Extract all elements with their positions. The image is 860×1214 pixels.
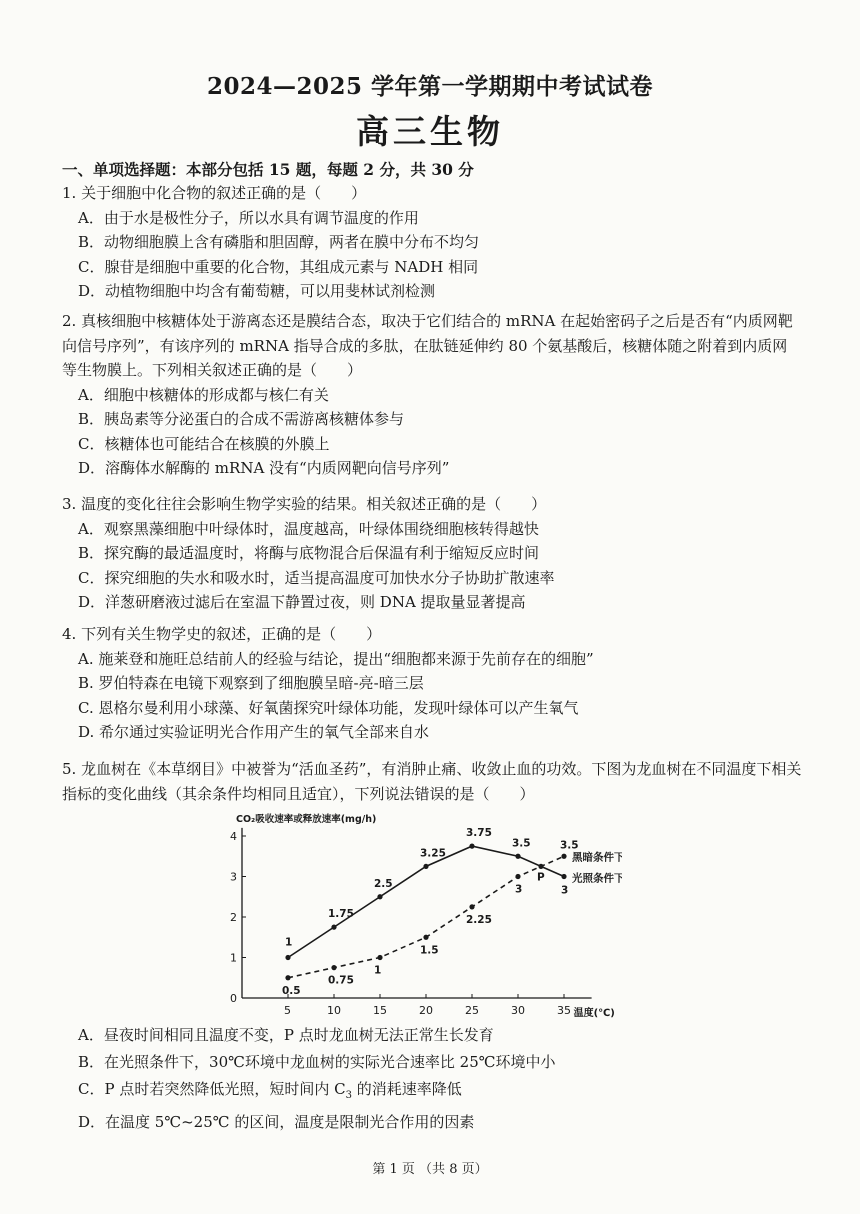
x-tick-label: 35 [557,1004,571,1017]
option-d: D. 希尔通过实验证明光合作用产生的氧气全部来自水 [78,723,430,741]
option-a: A．观察黑藻细胞中叶绿体时，温度越高，叶绿体围绕细胞核转得越快 [78,519,539,538]
x-axis-label: 温度(℃) [573,1008,615,1019]
option-b: B. 罗伯特森在电镜下观察到了细胞膜呈暗-亮-暗三层 [78,674,424,692]
data-label: 2.25 [466,913,492,926]
data-label: 3 [561,884,569,897]
data-label: 1 [374,964,382,977]
data-label: 0.75 [328,974,354,987]
option-c: C．核糖体也可能结合在核膜的外膜上 [78,434,330,453]
option-b: B．探究酶的最适温度时，将酶与底物混合后保温有利于缩短反应时间 [78,544,540,562]
option-a: A．昼夜时间相同且温度不变，P 点时龙血树无法正常生长发育 [78,1026,494,1044]
data-point [423,864,428,869]
question-stem: 1. 关于细胞中化合物的叙述正确的是（ ） [62,184,367,202]
x-tick-label: 5 [284,1004,291,1017]
data-point [423,935,428,940]
option-b: B．胰岛素等分泌蛋白的合成不需游离核糖体参与 [78,410,405,428]
option-a: A. 施莱登和施旺总结前人的经验与结论，提出“细胞都来源于先前存在的细胞” [78,649,594,668]
x-tick-label: 15 [373,1004,387,1017]
series-line-light [288,846,564,957]
data-point [285,975,290,980]
data-label: 2.5 [374,877,393,890]
option-d: D．洋葱研磨液过滤后在室温下静置过夜，则 DNA 提取量显著提高 [78,593,526,611]
question-3 [62,492,802,615]
data-point [515,874,520,879]
y-tick-label: 1 [230,951,237,965]
x-tick-label: 30 [511,1004,525,1017]
option-c-subscript: 3 [345,1090,352,1101]
data-label: 3.25 [420,847,446,860]
data-point [469,904,474,909]
page-footer: 第 1 页 （共 8 页） [372,1162,488,1177]
data-point [377,955,382,960]
option-c [78,1076,556,1109]
intersection-point [538,864,543,869]
data-point [331,925,336,930]
question-5-options [78,1022,556,1136]
series-label: 光照条件下 [572,872,622,885]
option-d: D．在温度 5℃~25℃ 的区间，温度是限制光合作用的因素 [78,1113,475,1131]
subject-title: 高三生物 [356,112,504,151]
x-tick-label: 25 [465,1004,479,1017]
data-point [561,874,566,879]
y-tick-label: 4 [230,830,237,843]
question-4 [62,622,802,745]
data-label: 3.5 [512,837,531,850]
temperature-rate-chart [222,808,622,1024]
chart-svg [222,808,622,1024]
intersection-label: P [537,871,545,884]
option-d: D．溶酶体水解酶的 mRNA 没有“内质网靶向信号序列” [78,459,450,477]
data-label: 0.5 [282,984,301,997]
option-c-text: C．P 点时若突然降低光照，短时间内 C [78,1080,346,1098]
option-b: B．在光照条件下，30℃环境中龙血树的实际光合速率比 25℃环境中小 [78,1053,556,1071]
question-stem: 3. 温度的变化往往会影响生物学实验的结果。相关叙述正确的是（ ） [62,495,547,513]
series-label: 黑暗条件下 [572,851,622,864]
data-label: 1.5 [420,944,439,957]
option-d: D．动植物细胞中均含有葡萄糖，可以用斐林试剂检测 [78,282,436,300]
data-point [469,844,474,849]
data-point [377,894,382,899]
x-tick-label: 20 [419,1004,433,1017]
data-label: 3 [515,883,523,896]
data-label: 1.75 [328,908,354,921]
y-tick-label: 2 [230,911,237,924]
data-point [331,965,336,970]
y-axis-label: CO₂吸收速率或释放速率(mg/h) [236,814,377,825]
question-5 [62,757,802,806]
data-label: 3.75 [466,827,492,840]
question-stem: 5. 龙血树在《本草纲目》中被誉为“活血圣药”，有消肿止痛、收敛止血的功效。下图为龙血树在不同温度下相关指标的变化曲线（其余条件均相同且适宜），下列说法错误的是（ ） [62,760,802,803]
data-label: 3.5 [560,839,579,852]
data-point [285,955,290,960]
question-stem: 4. 下列有关生物学史的叙述，正确的是（ ） [62,625,382,643]
y-tick-label: 0 [230,992,237,1005]
option-c: C．腺苷是细胞中重要的化合物，其组成元素与 NADH 相同 [78,257,479,276]
section-heading: 一、单项选择题：本部分包括 15 题，每题 2 分，共 30 分 [62,160,474,179]
question-2 [62,309,802,481]
option-c-tail: 的消耗速率降低 [351,1080,462,1098]
data-point [561,854,566,859]
question-1 [62,181,802,304]
data-label: 1 [285,936,293,949]
option-c: C．探究细胞的失水和吸水时，适当提高温度可加快水分子协助扩散速率 [78,568,555,587]
option-b: B．动物细胞膜上含有磷脂和胆固醇，两者在膜中分布不均匀 [78,233,480,251]
question-stem: 2. 真核细胞中核糖体处于游离态还是膜结合态，取决于它们结合的 mRNA 在起始密码子之后是否有“内质网靶向信号序列”，有该序列的 mRNA 指导合成的多肽，在肽链延伸约 80 个氨基酸后，核糖体随之附着到内质网等生物膜上。下列相关叙述正确的是（ ） [62,312,793,379]
x-tick-label: 10 [327,1004,341,1017]
option-a: A．由于水是极性分子，所以水具有调节温度的作用 [78,208,419,227]
y-tick-label: 3 [230,870,237,884]
exam-title: 2024—2025 学年第一学期期中考试试卷 [206,73,654,100]
data-point [515,854,520,859]
option-c: C. 恩格尔曼利用小球藻、好氧菌探究叶绿体功能，发现叶绿体可以产生氧气 [78,698,579,717]
option-a: A．细胞中核糖体的形成都与核仁有关 [78,385,329,404]
